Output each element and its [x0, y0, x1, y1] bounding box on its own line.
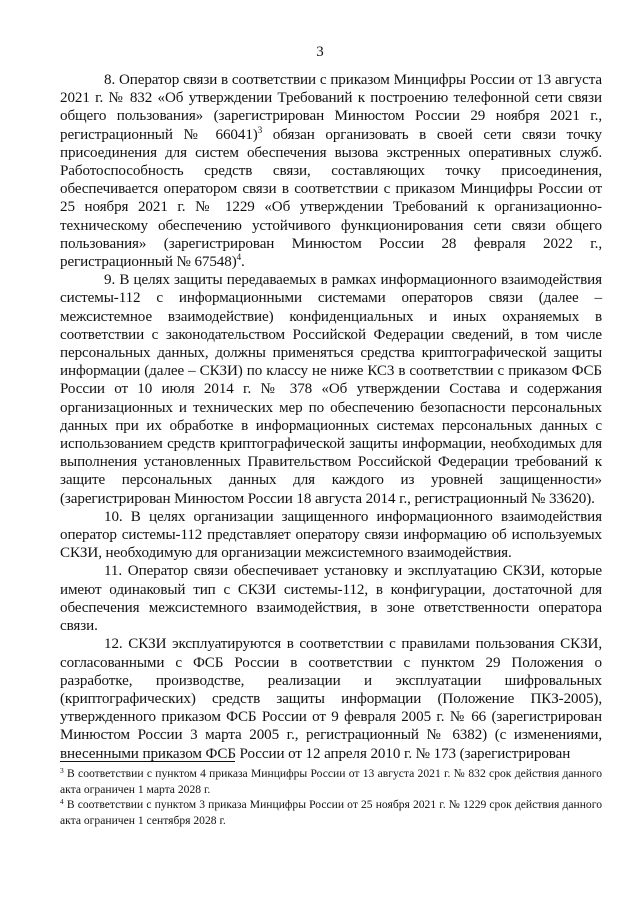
paragraph-12	[60, 635, 602, 762]
paragraph-11	[60, 562, 602, 635]
paragraph-text: 10. В целях организации защищенного информационного взаимодействия оператор системы-112 представляет оператору связи информацию об используемых СКЗИ, необходимую для организации межсистемного взаимодействия.	[60, 508, 602, 562]
paragraph-9	[60, 271, 602, 508]
paragraph-text: 8. Оператор связи в соответствии с приказом Минцифры России от 13 августа 2021 г. № 832 «Об утверждении Требований к построению телефонной сети связи общего пользования» (зарегистрирован Минюстом России 29 ноября 2021 г., регистрационный № 66041)	[60, 72, 602, 143]
page-number: 3	[316, 44, 324, 60]
paragraph-8	[60, 71, 602, 271]
paragraph-text: .	[241, 254, 245, 271]
paragraph-text: 9. В целях защиты передаваемых в рамках информационного взаимодействия системы-112 с информационными системами операторов связи (далее – межсистемное взаимодействие) конфиденциальных и иных охраняемых в соответствии с законодательством Российской Федерации сведений, в том числе персональных данных, должны применяться средства криптографической защиты информации (далее – СКЗИ) по классу не ниже КС3 в соответствии с приказом ФСБ России от 10 июля 2014 г. № 378 «Об утверждении Состава и содержания организационных и технических мер по обеспечению безопасности персональных данных при их обработке в информационных системах персональных данных с использованием средств криптографической защиты информации, необходимых для выполнения установленных Правительством Российской Федерации требований к защите персональных данных для каждого из уровней защищенности» (зарегистрирован Минюстом России 18 августа 2014 г., регистрационный № 33620).	[60, 272, 602, 507]
footnote-3	[60, 766, 602, 797]
footnote-separator	[60, 761, 235, 762]
footnote-marker: 3	[60, 766, 64, 775]
footnote-reference: 4	[236, 252, 242, 263]
paragraph-10	[60, 508, 602, 563]
footnote-marker: 4	[60, 797, 64, 806]
footnote-4	[60, 797, 602, 828]
footnote-text: В соответствии с пунктом 4 приказа Минцифры России от 13 августа 2021 г. № 832 срок действия данного акта ограничен 1 марта 2028 г.	[60, 767, 602, 796]
paragraph-text: 11. Оператор связи обеспечивает установку и эксплуатацию СКЗИ, которые имеют одинаковый тип с СКЗИ системы-112, в конфигурации, достаточной для обеспечения межсистемного взаимодействия, в зоне ответственности оператора связи.	[60, 563, 602, 635]
paragraph-text: 12. СКЗИ эксплуатируются в соответствии с правилами пользования СКЗИ, согласованными с ФСБ России в соответствии с пунктом 29 Положения о разработке, производстве, реализации и эксплуатации шифровальных (криптографических) средств защиты информации (Положение ПКЗ-2005), утвержденного приказом ФСБ России от 9 февраля 2005 г. № 66 (зарегистрирован Минюстом России 3 марта 2005 г., регистрационный № 6382) (с изменениями, внесенными приказом ФСБ России от 12 апреля 2010 г. № 173 (зарегистрирован	[60, 636, 602, 762]
footnote-text: В соответствии с пунктом 3 приказа Минцифры России от 25 ноября 2021 г. № 1229 срок действия данного акта ограничен 1 сентября 2028 г.	[60, 798, 602, 827]
paragraph-text: обязан организовать в своей сети связи точку присоединения для систем обеспечения вызова экстренных оперативных служб. Работоспособность средств связи, составляющих точку присоединения, обеспечивается оператором связи в соответствии с приказом Минцифры России от 25 ноября 2021 г. № 1229 «Об утверждении Требований к организационно-техническому обеспечению устойчивого функционирования сети связи общего пользования» (зарегистрирован Минюстом России 28 февраля 2022 г., регистрационный № 67548)	[60, 126, 602, 271]
footnotes	[60, 766, 602, 828]
document-body	[60, 71, 602, 763]
footnote-reference: 3	[257, 124, 263, 135]
